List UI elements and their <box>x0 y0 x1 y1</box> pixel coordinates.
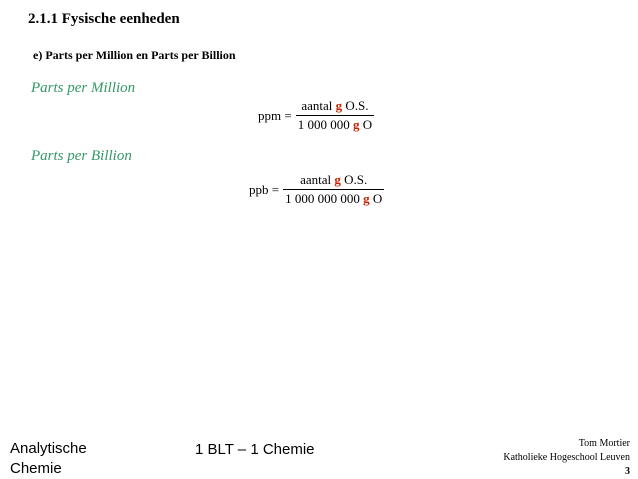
ppm-fraction <box>296 98 374 133</box>
footer-course-line1: Analytische <box>10 440 87 457</box>
ppb-den-unit: g <box>363 191 370 206</box>
section-title: 2.1.1 Fysische eenheden <box>28 11 180 27</box>
ppm-num-suffix: O.S. <box>342 98 369 113</box>
ppm-denominator <box>296 116 374 133</box>
ppm-den-suffix: O <box>359 117 373 132</box>
ppm-num-prefix: aantal <box>301 98 336 113</box>
ppm-formula-lhs: ppm = <box>258 107 292 123</box>
footer-course <box>10 439 87 479</box>
ppb-den-prefix: 1 000 000 000 <box>285 191 364 206</box>
ppm-num-unit: g <box>335 98 343 113</box>
ppb-formula <box>249 172 384 207</box>
ppb-num-prefix: aantal <box>300 172 335 187</box>
footer-author: Tom Mortier <box>578 438 630 449</box>
page-number: 3 <box>625 466 630 477</box>
footer-program: 1 BLT – 1 Chemie <box>195 441 315 458</box>
subsection-title: e) Parts per Million en Parts per Billion <box>33 48 236 62</box>
ppb-den-suffix: O <box>369 191 383 206</box>
ppb-heading: Parts per Billion <box>31 148 132 164</box>
ppm-den-prefix: 1 000 000 <box>297 117 353 132</box>
ppm-formula <box>258 98 374 133</box>
ppb-fraction <box>283 172 384 207</box>
footer-institution: Katholieke Hogeschool Leuven <box>503 452 630 463</box>
footer-course-line2: Chemie <box>10 460 62 477</box>
ppb-denominator <box>283 190 384 207</box>
footer-author-block <box>503 437 630 479</box>
ppb-num-unit: g <box>334 172 341 187</box>
ppm-den-unit: g <box>352 117 360 132</box>
ppm-numerator <box>299 98 370 115</box>
ppb-num-suffix: O.S. <box>340 172 368 187</box>
ppm-heading: Parts per Million <box>31 80 136 96</box>
ppb-formula-lhs: ppb = <box>249 181 280 197</box>
ppb-numerator <box>298 172 369 189</box>
